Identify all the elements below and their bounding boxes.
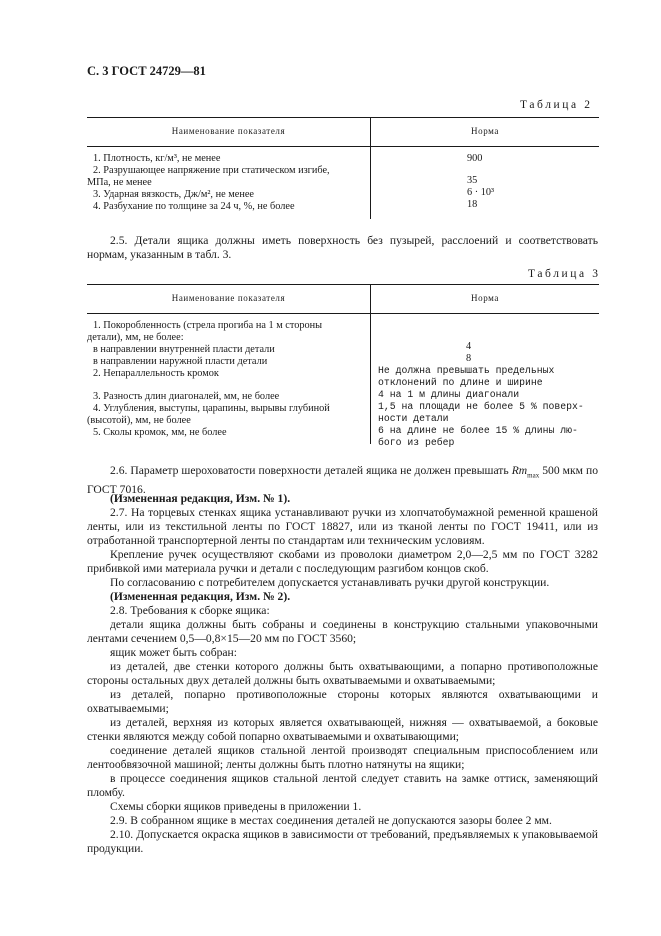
- table2-row2-name-cont: МПа, не менее: [87, 177, 152, 188]
- paragraph-agreement: По согласованию с потребителем допускается устанавливать ручки другой конструкции.: [110, 576, 550, 589]
- table2-row1-name: 1. Плотность, кг/м³, не менее: [93, 153, 221, 164]
- table2-top-rule: [87, 117, 599, 118]
- table3-col-indicator: Наименование показателя: [171, 293, 286, 303]
- paragraph-2-9: 2.9. В собранном ящике в местах соединения деталей не допускаются зазоры более 2 мм.: [110, 814, 552, 827]
- table2-row3-norm: 6 · 10³: [467, 187, 495, 198]
- table3-left-line: (высотой), мм, не более: [87, 415, 191, 426]
- table2-row4-name: 4. Разбухание по толщине за 24 ч, %, не более: [93, 201, 295, 212]
- table3-left-line: 4. Углубления, выступы, царапины, вырывы глубиной: [93, 403, 330, 414]
- paragraph-2-5: 2.5. Детали ящика должны иметь поверхность без пузырей, расслоений и соответствовать нормам, указанным в табл. 3.: [87, 234, 598, 261]
- table3-right-line: 6 на длине не более 15 % длины лю-: [378, 425, 578, 436]
- rm-subscript: max: [527, 471, 540, 480]
- table2-row3-name: 3. Ударная вязкость, Дж/м², не менее: [93, 189, 254, 200]
- table3-right-line: Не должна превышать предельных: [378, 365, 555, 376]
- paragraph-fastening: Крепление ручек осуществляют скобами из проволоки диаметром 2,0—2,5 мм по ГОСТ 3282 прибивкой ими материала ручки и детали с последующим разгибом концов скоб.: [87, 548, 598, 575]
- rm-symbol: Rm: [511, 464, 528, 477]
- p26-text: 2.6. Параметр шероховатости поверхности деталей ящика не должен превышать: [110, 464, 509, 477]
- table3-left-line: 2. Непараллельность кромок: [93, 368, 219, 379]
- table2-row1-norm: 900: [467, 153, 483, 164]
- paragraph-2-7: 2.7. На торцевых стенках ящика устанавливают ручки из хлопчатобумажной ременной крашеной ленты, или из текстильной ленты по ГОСТ 18827, или из тканой ленты по ГОСТ 19411, или из отработанной транспортерной ленты по стандартам или техническим условиям.: [87, 506, 598, 547]
- paragraph-2-8-f: соединение деталей ящиков стальной лентой производят специальным приспособлением или лентообвязочной машиной; ленты должны быть плотно натянуты на ящики;: [87, 744, 598, 771]
- table2-row2-norm: 35: [467, 175, 478, 186]
- table3-right-line: бого из ребер: [378, 437, 455, 448]
- table3-left-line: детали), мм, не более:: [87, 332, 184, 343]
- table3-right-line: отклонений по длине и ширине: [378, 377, 543, 388]
- table2-caption: Таблица 2: [520, 99, 593, 111]
- table2-header-rule: [87, 146, 599, 147]
- table3-left-line: в направлении внутренней пласти детали: [93, 344, 275, 355]
- table3-left-line: 5. Сколы кромок, мм, не более: [93, 427, 227, 438]
- table3-column-divider: [370, 284, 371, 444]
- paragraph-schemes: Схемы сборки ящиков приведены в приложении 1.: [110, 800, 362, 813]
- paragraph-2-8-e: из деталей, верхняя из которых является охватывающей, нижняя — охватываемой, а боковые стенки являются между собой попарно охватываемыми и охватывающими;: [87, 716, 598, 743]
- table2-row2-name: 2. Разрушающее напряжение при статическом изгибе,: [93, 165, 330, 176]
- paragraph-2-10: 2.10. Допускается окраска ящиков в зависимости от требований, предъявляемых к упаковываемой продукции.: [87, 828, 598, 855]
- paragraph-2-8: 2.8. Требования к сборке ящика:: [110, 604, 270, 617]
- table3-right-line: 8: [466, 353, 472, 364]
- table3-right-line: 1,5 на площади не более 5 % поверх-: [378, 401, 584, 412]
- table3-caption: Таблица 3: [528, 268, 601, 280]
- table3-header-rule: [87, 313, 599, 314]
- edit-note-1: (Измененная редакция, Изм. № 1).: [110, 492, 291, 505]
- edit-note-2: (Измененная редакция, Изм. № 2).: [110, 590, 291, 603]
- table2-row4-norm: 18: [467, 199, 478, 210]
- table3-top-rule: [87, 284, 599, 285]
- table3-left-line: в направлении наружной пласти детали: [93, 356, 268, 367]
- p26-text-end: 500 мкм по ГОСТ 7016.: [87, 464, 599, 497]
- paragraph-2-8-a: детали ящика должны быть собраны и соединены в конструкцию стальными упаковочными лентами сечением 0,5—0,8×15—20 мм по ГОСТ 3560;: [87, 618, 598, 645]
- table3-right-line: ности детали: [378, 413, 449, 424]
- paragraph-2-8-b: ящик может быть собран:: [110, 646, 237, 659]
- paragraph-2-8-g: в процессе соединения ящиков стальной лентой следует ставить на замке оттиск, заменяющий пломбу.: [87, 772, 598, 799]
- page-header: С. 3 ГОСТ 24729—81: [87, 64, 206, 78]
- table3-col-norm: Норма: [471, 293, 499, 303]
- table3-left-line: 3. Разность длин диагоналей, мм, не более: [93, 391, 280, 402]
- table3-right-line: 4: [466, 341, 472, 352]
- table2-col-indicator: Наименование показателя: [171, 126, 286, 136]
- paragraph-2-8-d: из деталей, попарно противоположные стороны которых являются охватывающими и охватываемыми;: [87, 688, 598, 715]
- table3-left-line: 1. Покоробленность (стрела прогиба на 1 м стороны: [93, 320, 323, 331]
- table2-col-norm: Норма: [471, 126, 499, 136]
- paragraph-2-8-c: из деталей, две стенки которого должны быть охватывающими, а попарно противоположные стороны остальных двух деталей должны быть охватываемыми и охватываемыми;: [87, 660, 598, 687]
- table3-right-line: 4 на 1 м длины диагонали: [378, 389, 520, 400]
